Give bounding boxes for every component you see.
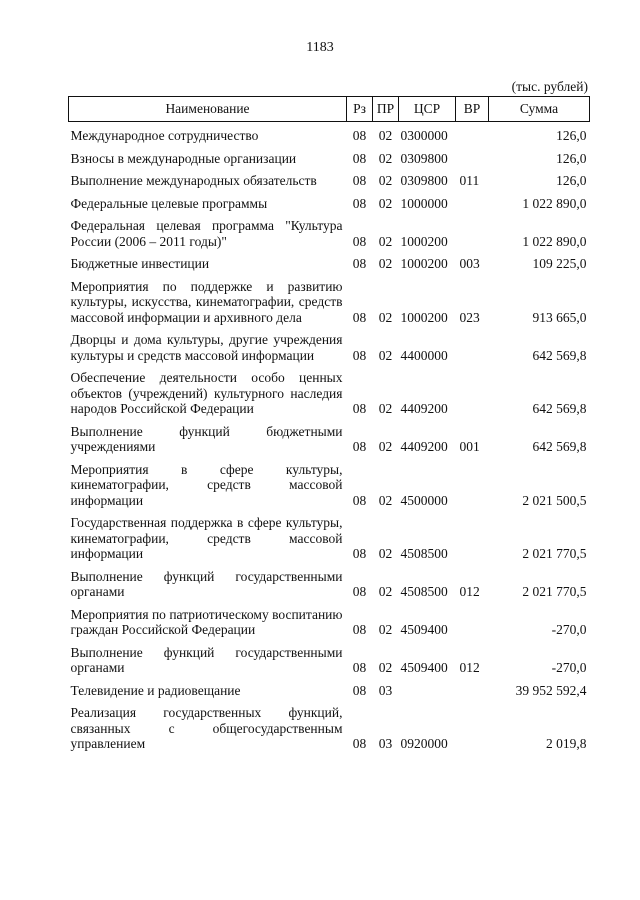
row-pr: 03 xyxy=(378,682,393,698)
row-rz: 08 xyxy=(352,195,367,211)
row-vr xyxy=(456,511,489,565)
table-row xyxy=(69,328,590,366)
row-vr: 001 xyxy=(459,439,480,454)
table-row xyxy=(69,511,590,565)
table-row xyxy=(69,275,590,329)
row-pr: 02 xyxy=(378,195,393,211)
row-vr xyxy=(456,366,489,420)
table-body xyxy=(69,122,590,755)
row-vr: 012 xyxy=(459,584,480,599)
row-rz: 08 xyxy=(352,150,367,166)
row-pr: 02 xyxy=(378,439,393,454)
row-name: Федеральные целевые программы xyxy=(70,195,268,211)
row-csr: 0920000 xyxy=(400,736,448,751)
table-row xyxy=(69,565,590,603)
row-rz: 08 xyxy=(352,584,367,599)
table-row xyxy=(69,252,590,275)
row-sum: 2 021 500,5 xyxy=(522,492,587,508)
page-number: 1183 xyxy=(306,40,334,55)
row-csr: 4409200 xyxy=(400,439,448,454)
row-csr: 1000200 xyxy=(400,256,448,271)
row-vr: 011 xyxy=(459,173,480,188)
table-row xyxy=(69,366,590,420)
row-name: Выполнение функций бюджетными учреждениями xyxy=(70,423,343,454)
row-pr: 02 xyxy=(378,660,393,675)
row-pr: 02 xyxy=(378,401,393,416)
row-name: Мероприятия в сфере культуры, кинематографии, средств массовой информации xyxy=(70,461,343,508)
row-name: Мероприятия по поддержке и развитию культуры, искусства, кинематографии, средств массовой информации и архивного дела xyxy=(70,278,343,325)
row-rz: 08 xyxy=(352,682,367,698)
row-name: Выполнение функций государственными органами xyxy=(70,644,343,675)
row-name: Бюджетные инвестиции xyxy=(70,256,210,271)
header-name: Наименование xyxy=(69,97,347,122)
row-pr: 03 xyxy=(378,736,393,751)
row-pr: 02 xyxy=(378,546,393,561)
row-name: Дворцы и дома культуры, другие учреждения культуры и средств массовой информации xyxy=(70,332,343,363)
table-header-row xyxy=(69,97,590,122)
row-rz: 08 xyxy=(352,492,367,508)
row-name: Обеспечение деятельности особо ценных объектов (учреждений) культурного наследия народов Российской Федерации xyxy=(70,370,343,416)
row-name: Федеральная целевая программа "Культура России (2006 – 2011 годы)" xyxy=(70,218,343,249)
row-rz: 08 xyxy=(352,660,367,675)
table-row xyxy=(69,147,590,170)
row-csr: 4508500 xyxy=(400,546,448,561)
row-sum: 109 225,0 xyxy=(532,256,587,271)
row-name: Выполнение международных обязательств xyxy=(70,173,317,188)
row-rz: 08 xyxy=(352,622,367,637)
row-pr: 02 xyxy=(378,256,393,271)
row-rz: 08 xyxy=(352,128,367,143)
row-vr: 003 xyxy=(459,256,480,271)
row-sum: 913 665,0 xyxy=(532,309,587,325)
table-row xyxy=(69,641,590,679)
row-sum: 126,0 xyxy=(556,173,587,188)
row-name: Мероприятия по патриотическому воспитанию граждан Российской Федерации xyxy=(70,606,343,637)
row-name: Взносы в международные организации xyxy=(70,150,297,166)
row-csr: 0309800 xyxy=(400,150,448,166)
row-name: Международное сотрудничество xyxy=(70,128,259,143)
row-rz: 08 xyxy=(352,347,367,363)
row-name: Выполнение функций государственными органами xyxy=(70,568,343,599)
row-vr: 023 xyxy=(459,309,480,325)
row-sum: -270,0 xyxy=(551,660,587,675)
row-csr: 4509400 xyxy=(400,660,448,675)
table-row xyxy=(69,603,590,641)
row-name: Реализация государственных функций, связанных с общегосударственным управлением xyxy=(70,705,343,751)
row-csr: 1000000 xyxy=(400,195,448,211)
table-row xyxy=(69,458,590,512)
row-vr xyxy=(456,214,489,252)
row-pr: 02 xyxy=(378,233,393,249)
row-vr: 012 xyxy=(459,660,480,675)
row-csr: 4400000 xyxy=(400,347,448,363)
row-pr: 02 xyxy=(378,584,393,599)
row-rz: 08 xyxy=(352,401,367,416)
row-sum: 642 569,8 xyxy=(532,401,587,416)
row-vr xyxy=(456,328,489,366)
row-pr: 02 xyxy=(378,173,393,188)
row-vr xyxy=(456,122,489,147)
row-csr: 1000200 xyxy=(400,233,448,249)
row-sum: -270,0 xyxy=(551,622,587,637)
row-sum: 1 022 890,0 xyxy=(522,195,587,211)
row-name: Телевидение и радиовещание xyxy=(70,682,241,698)
table-row xyxy=(69,701,590,755)
row-pr: 02 xyxy=(378,309,393,325)
row-sum: 2 021 770,5 xyxy=(522,584,587,599)
table-row xyxy=(69,214,590,252)
header-vr: ВР xyxy=(456,97,489,122)
row-pr: 02 xyxy=(378,492,393,508)
row-pr: 02 xyxy=(378,622,393,637)
budget-table xyxy=(68,96,590,755)
table-row xyxy=(69,122,590,147)
row-pr: 02 xyxy=(378,128,393,143)
row-csr: 4409200 xyxy=(400,401,448,416)
row-vr xyxy=(456,701,489,755)
header-csr: ЦСР xyxy=(399,97,456,122)
row-csr: 4509400 xyxy=(400,622,448,637)
row-sum: 126,0 xyxy=(556,128,587,143)
row-sum: 39 952 592,4 xyxy=(515,682,587,698)
row-pr: 02 xyxy=(378,150,393,166)
row-rz: 08 xyxy=(352,736,367,751)
table-row xyxy=(69,420,590,458)
row-rz: 08 xyxy=(352,546,367,561)
row-csr: 0300000 xyxy=(400,128,448,143)
row-sum: 642 569,8 xyxy=(532,439,587,454)
row-vr xyxy=(456,192,489,215)
row-pr: 02 xyxy=(378,347,393,363)
row-name: Государственная поддержка в сфере культуры, кинематографии, средств массовой информации xyxy=(70,515,343,561)
row-rz: 08 xyxy=(352,439,367,454)
row-csr: 4500000 xyxy=(400,492,448,508)
table-row xyxy=(69,192,590,215)
row-csr xyxy=(399,679,456,702)
row-sum: 642 569,8 xyxy=(532,347,587,363)
header-sum: Сумма xyxy=(489,97,590,122)
table-row xyxy=(69,169,590,192)
header-rz: Рз xyxy=(347,97,373,122)
row-sum: 1 022 890,0 xyxy=(522,233,587,249)
row-vr xyxy=(456,603,489,641)
header-pr: ПР xyxy=(373,97,399,122)
row-rz: 08 xyxy=(352,173,367,188)
row-csr: 0309800 xyxy=(400,173,448,188)
row-vr xyxy=(456,679,489,702)
row-rz: 08 xyxy=(352,256,367,271)
table-row xyxy=(69,679,590,702)
units-label: (тыс. рублей) xyxy=(511,79,588,94)
row-vr xyxy=(456,147,489,170)
row-csr: 4508500 xyxy=(400,584,448,599)
row-rz: 08 xyxy=(352,309,367,325)
row-sum: 2 021 770,5 xyxy=(522,546,587,561)
row-csr: 1000200 xyxy=(400,309,448,325)
row-vr xyxy=(456,458,489,512)
row-rz: 08 xyxy=(352,233,367,249)
row-sum: 2 019,8 xyxy=(546,736,587,751)
row-sum: 126,0 xyxy=(556,150,587,166)
